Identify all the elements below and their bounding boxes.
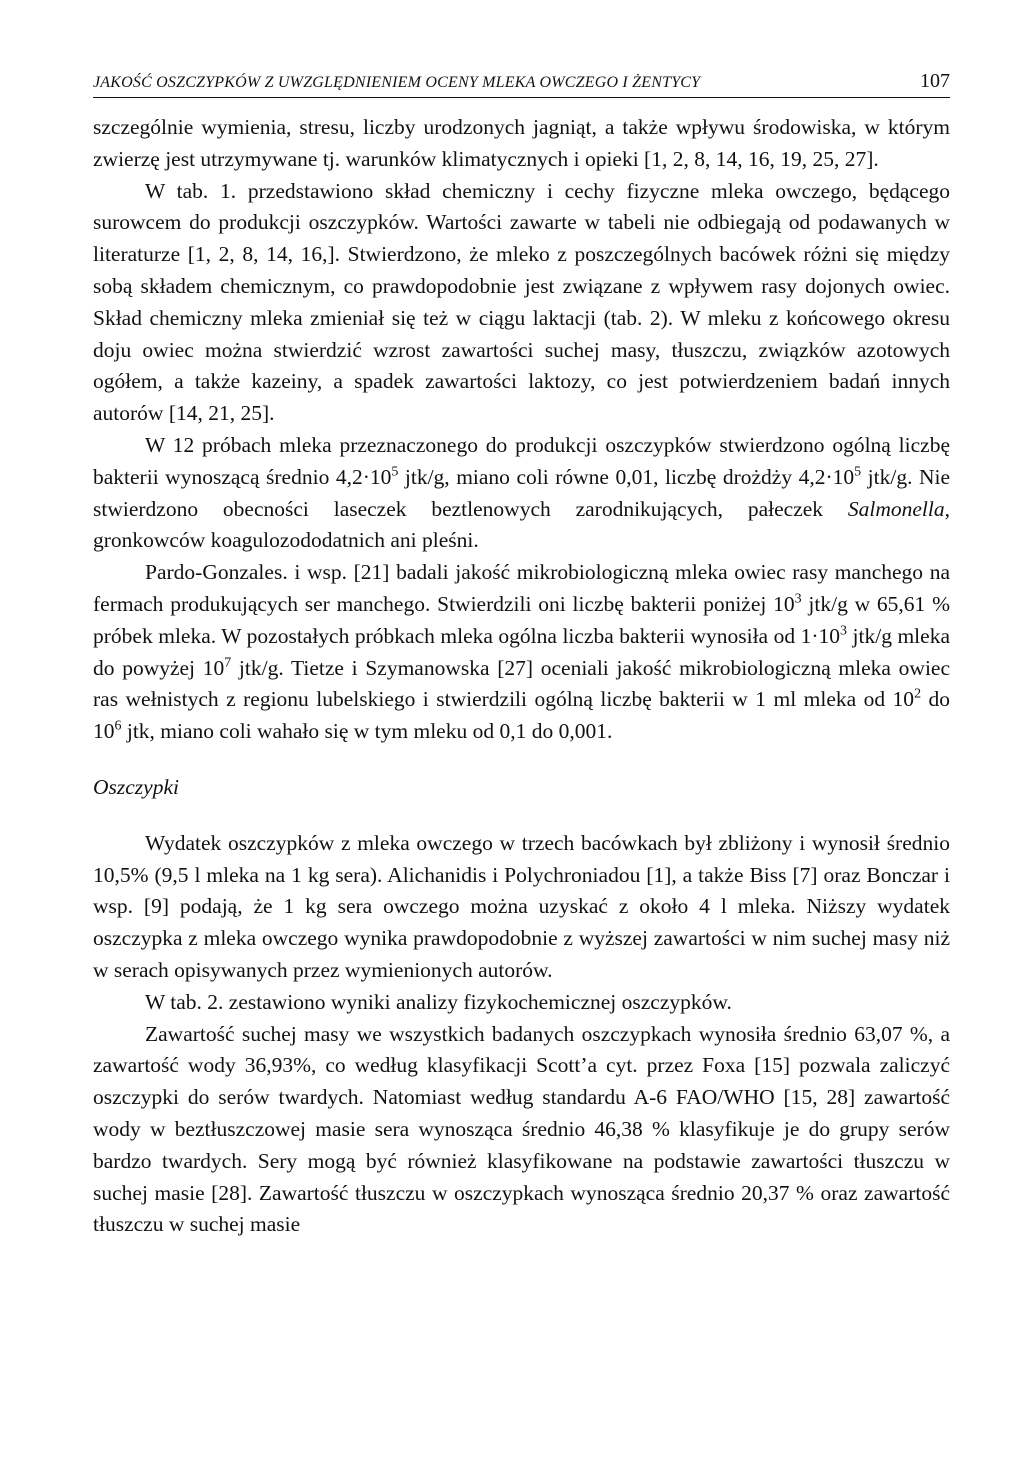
running-title: JAKOŚĆ OSZCZYPKÓW Z UWZGLĘDNIENIEM OCENY MLEKA OWCZEGO I ŻENTYCY xyxy=(93,74,701,91)
paragraph-5: Wydatek oszczypków z mleka owczego w trzech bacówkach był zbliżony i wynosił średnio 10,5% (9,5 l mleka na 1 kg sera). Alichanidis i Polychroniadou [1], a także Biss [7] oraz Bonczar i wsp. [9] podają, że 1 kg sera owczego można uzyskać z około 4 l mleka. Niższy wydatek oszczypka z mleka owczego wynika prawdopodobnie z wyższej zawartości w nim suchej masy niż w serach opisywanych przez wymienionych autorów. xyxy=(93,830,950,982)
paragraph-2: W tab. 1. przedstawiono skład chemiczny i cechy fizyczne mleka owczego, będącego surowcem do produkcji oszczypków. Wartości zawarte w tabeli nie odbiegają od podawanych w literaturze [1, 2, 8, 14, 16,]. Stwierdzono, że mleko z poszczególnych bacówek różni się między sobą składem chemicznym, co prawdopodobnie jest związane z wpływem rasy dojonych owiec. Skład chemiczny mleka zmieniał się też w ciągu laktacji (tab. 2). W mleku z końcowego okresu doju owiec można stwierdzić wzrost zawartości suchej masy, tłuszczu, związków azotowych ogółem, a także kazeiny, a spadek zawartości laktozy, co jest potwierdzeniem badań innych autorów [14, 21, 25]. xyxy=(93,178,950,426)
running-header xyxy=(93,70,950,98)
paragraph-6: W tab. 2. zestawiono wyniki analizy fizykochemicznej oszczypków. xyxy=(145,989,732,1014)
salmonella-term: Salmonella xyxy=(847,496,945,521)
paragraph-7: Zawartość suchej masy we wszystkich badanych oszczypkach wynosiła średnio 63,07 %, a zawartość wody 36,93%, co według klasyfikacji Scott’a cyt. przez Foxa [15] pozwala zaliczyć oszczypki do serów twardych. Natomiast według standardu A-6 FAO/WHO [15, 28] zawartość wody w beztłuszczowej masie sera wynosząca średnio 46,38 % klasyfikuje je do grupy serów bardzo twardych. Sery mogą być również klasyfikowane na podstawie zawartości tłuszczu w suchej masie [28]. Zawartość tłuszczu w oszczypkach wynosząca średnio 20,37 % oraz zawartość tłuszczu w suchej masie xyxy=(93,1021,950,1237)
paragraph-4: Pardo-Gonzales. i wsp. [21] badali jakość mikrobiologiczną mleka owiec rasy manchego na fermach produkujących ser manchego. Stwierdzili oni liczbę bakterii poniżej $10^3$ jtk/g w 65,61 % próbek mleka. W pozostałych próbkach mleka ogólna liczba bakterii wynosiła od $1\cdot 10^3$ jtk/g mleka do powyżej $10^7$ jtk/g. Tietze i Szymanowska [27] oceniali jakość mikrobiologiczną mleka owiec ras wełnistych z regionu lubelskiego i stwierdzili ogólną liczbę bakterii w 1 ml mleka od $10^2$ do $10^6$ jtk, miano coli wahało się w tym mleku od 0,1 do 0,001. xyxy=(93,560,950,744)
paragraph-1: szczególnie wymienia, stresu, liczby urodzonych jagniąt, a także wpływu środowiska, w którym zwierzę jest utrzymywane tj. warunków klimatycznych i opieki [1, 2, 8, 14, 16, 19, 25, 27]. xyxy=(93,115,950,171)
section-heading: Oszczypki xyxy=(93,774,179,799)
paragraph-3: W 12 próbach mleka przeznaczonego do produkcji oszczypków stwierdzono ogólną liczbę bakterii wynoszącą średnio $4,2\cdot 10^5$ jtk/g, miano coli równe 0,01, liczbę drożdży $4,2\cdot 10^5$ jtk/g. Nie stwierdzono obecności laseczek beztlenowych zarodnikujących, pałeczek Salmonella, gronkowców koagulozododatnich ani pleśni. xyxy=(93,432,951,553)
page-number: 107 xyxy=(920,70,950,92)
body-text xyxy=(93,112,950,1241)
